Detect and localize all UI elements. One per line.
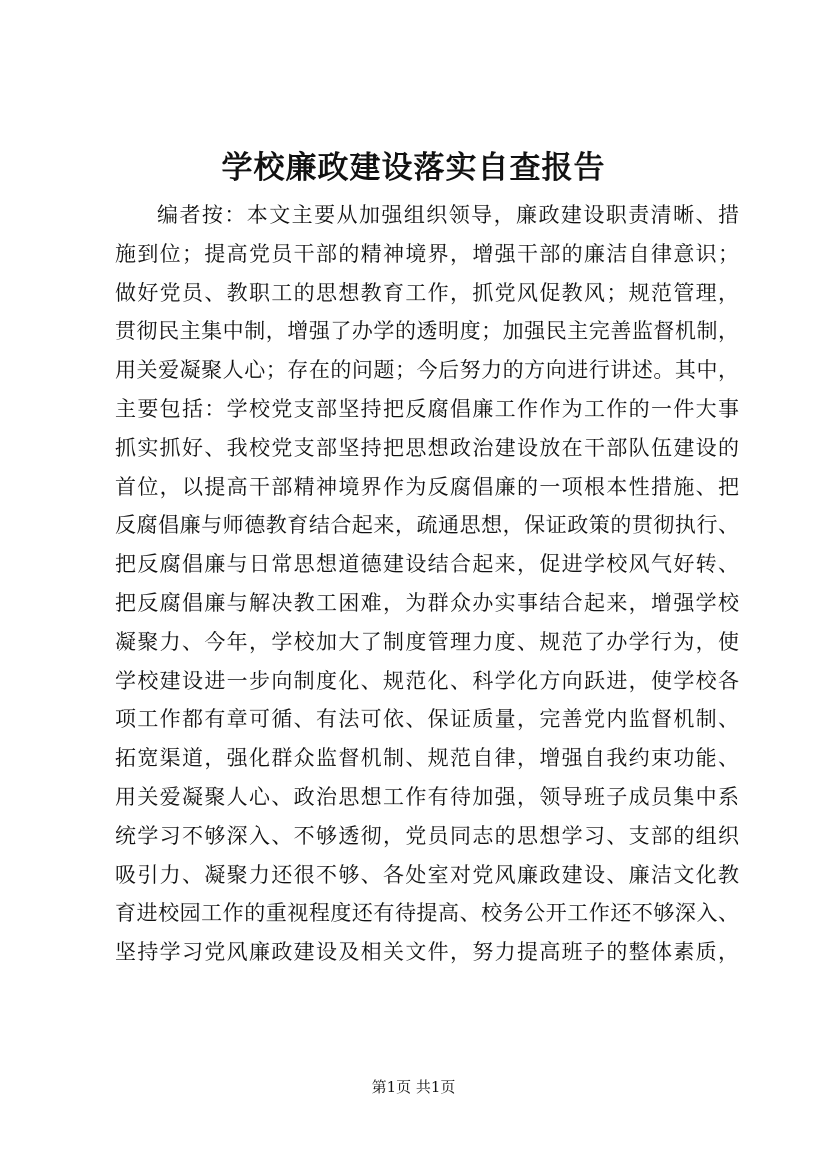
body-line: 项工作都有章可循、有法可依、保证质量，完善党内监督机制、 [115, 707, 739, 732]
body-line: 编者按：本文主要从加强组织领导，廉政建设职责清晰、措 [157, 203, 739, 227]
body-line: 做好党员、教职工的思想教育工作，抓党风促教风；规范管理， [115, 280, 739, 305]
body-line: 施到位；提高党员干部的精神境界，增强干部的廉洁自律意识； [115, 241, 739, 266]
body-line: 反腐倡廉与师德教育结合起来，疏通思想，保证政策的贯彻执行、 [115, 513, 739, 538]
body-line: 用关爱凝聚人心；存在的问题；今后努力的方向进行讲述。其中， [115, 358, 739, 383]
body-line: 凝聚力、今年，学校加大了制度管理力度、规范了办学行为，使 [115, 629, 739, 654]
page-footer: 第1页 共1页 [371, 1078, 456, 1096]
body-line: 拓宽渠道，强化群众监督机制、规范自律，增强自我约束功能、 [115, 746, 739, 771]
document-title: 学校廉政建设落实自查报告 [221, 150, 606, 186]
body-line: 贯彻民主集中制，增强了办学的透明度；加强民主完善监督机制， [115, 319, 739, 344]
body-line: 学校建设进一步向制度化、规范化、科学化方向跃进，使学校各 [115, 668, 739, 693]
body-line: 统学习不够深入、不够透彻，党员同志的思想学习、支部的组织 [115, 823, 739, 848]
body-line: 首位，以提高干部精神境界作为反腐倡廉的一项根本性措施、把 [115, 474, 739, 499]
body-line: 把反腐倡廉与日常思想道德建设结合起来，促进学校风气好转、 [115, 552, 739, 577]
body-line: 吸引力、凝聚力还很不够、各处室对党风廉政建设、廉洁文化教 [115, 862, 739, 887]
body-line: 育进校园工作的重视程度还有待提高、校务公开工作还不够深入、 [115, 901, 739, 926]
body-line: 把反腐倡廉与解决教工困难，为群众办实事结合起来，增强学校 [115, 590, 739, 615]
body-line: 主要包括：学校党支部坚持把反腐倡廉工作作为工作的一件大事 [115, 396, 739, 421]
body-line: 抓实抓好、我校党支部坚持把思想政治建设放在干部队伍建设的 [115, 435, 739, 460]
body-line: 坚持学习党风廉政建设及相关文件，努力提高班子的整体素质， [115, 940, 739, 965]
body-line: 用关爱凝聚人心、政治思想工作有待加强，领导班子成员集中系 [115, 784, 739, 809]
document-body [115, 196, 739, 972]
